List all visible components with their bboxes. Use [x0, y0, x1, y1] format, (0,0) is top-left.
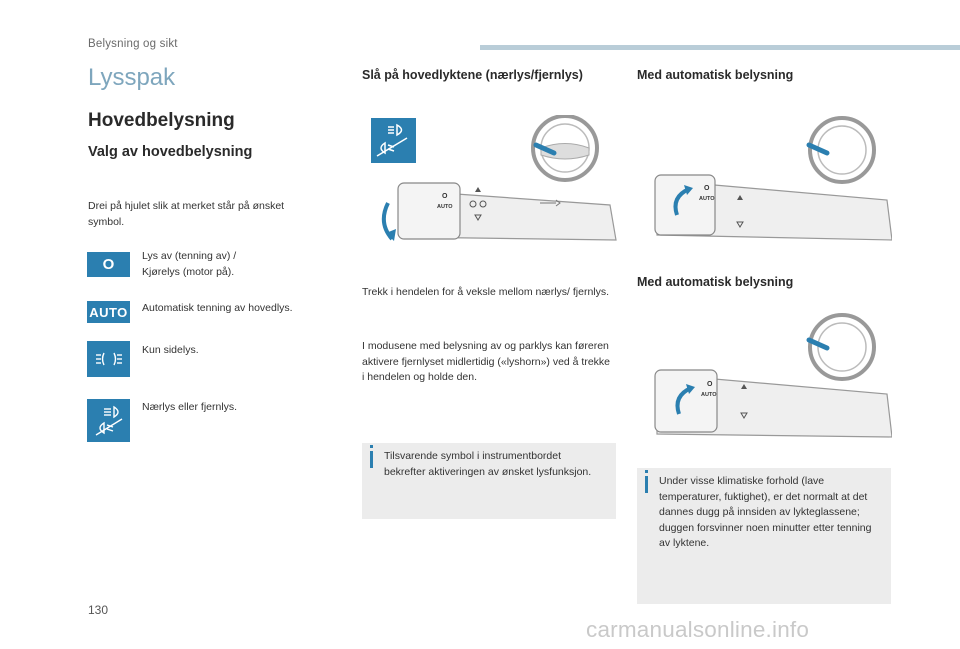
off-o-icon-text: O [102, 256, 115, 273]
right-heading-1: Med automatisk belysning [637, 68, 794, 82]
item-auto-description: Automatisk tenning av hovedlys. [142, 302, 293, 314]
stalk-auto-label: AUTO [701, 392, 717, 398]
stalk-off-label: O [704, 185, 710, 192]
middle-stalk-illustration [360, 115, 620, 255]
right-note-text: Under visse klimatiske forhold (lave temperaturer, fuktighet), er det normalt at det dannes dugg på innsiden av lykteglassene; duggen forsvinner noen minutter etter tenning av lyktene. [659, 475, 872, 549]
auto-icon [87, 301, 130, 323]
auto-icon-text: AUTO [89, 304, 128, 320]
main-heading: Hovedbelysning [88, 110, 235, 131]
section-header-label: Belysning og sikt [88, 38, 178, 50]
page-number: 130 [88, 603, 109, 617]
stalk-arrow-up-icon [475, 187, 481, 192]
info-icon-dot [370, 445, 373, 448]
stalk-rotary-ring [655, 175, 715, 235]
header-divider-bar [480, 45, 960, 50]
item-beam-description: Nærlys eller fjernlys. [142, 401, 238, 413]
stalk-rotary-ring [398, 183, 460, 239]
dipped-main-beam-icon-svg [92, 405, 126, 437]
middle-paragraph-1: Trekk i hendelen for å veksle mellom nærlys/ fjernlys. [362, 286, 610, 298]
stalk-auto-label: AUTO [699, 196, 715, 202]
stalk-off-label: O [442, 193, 448, 200]
right-stalk-illustration-2 [637, 312, 892, 442]
item-sidelights-description: Kun sidelys. [142, 344, 199, 356]
watermark: carmanualsonline.info [586, 617, 810, 642]
right-heading-2: Med automatisk belysning [637, 275, 794, 289]
info-icon-dot [645, 470, 648, 473]
dipped-main-beam-icon [87, 399, 130, 442]
intro-paragraph: Drei på hjulet slik at merket står på ønsket symbol. [88, 200, 285, 228]
stalk-auto-label: AUTO [437, 204, 453, 210]
middle-info-note [362, 443, 616, 519]
item-off-line1: Lys av (tenning av) / [142, 250, 237, 262]
off-o-icon [87, 252, 130, 277]
stalk-rotary-ring [655, 370, 717, 432]
stalk-off-label: O [707, 381, 713, 388]
middle-paragraph-2: I modusene med belysning av og parklys kan føreren aktivere fjernlyset midlertidig («lyshorn») ved å trekke i hendelen og holde den. [362, 340, 611, 383]
info-icon [370, 451, 373, 468]
sidelights-icon-svg [94, 349, 124, 369]
middle-note-text: Tilsvarende symbol i instrumentbordet bekrefter aktiveringen av ønsket lysfunksjon. [384, 450, 592, 478]
middle-heading: Slå på hovedlyktene (nærlys/fjernlys) [362, 68, 583, 82]
sidelights-icon [87, 341, 130, 377]
page-title: Lysspak [88, 64, 176, 91]
right-info-note [637, 468, 891, 604]
item-off-description [142, 249, 322, 280]
right-stalk-illustration-1 [637, 115, 892, 245]
sub-heading: Valg av hovedbelysning [88, 144, 253, 160]
item-off-line2: Kjørelys (motor på). [142, 265, 235, 278]
info-icon [645, 476, 648, 493]
